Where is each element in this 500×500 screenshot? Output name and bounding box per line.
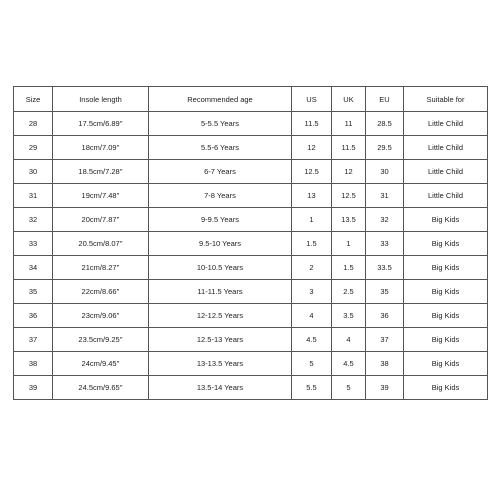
recommended-age-cell: 5.5-6 Years bbox=[149, 136, 292, 160]
insole-length-cell: 24cm/9.45'' bbox=[53, 352, 149, 376]
header-uk: UK bbox=[332, 87, 366, 112]
size-cell: 34 bbox=[14, 256, 53, 280]
recommended-age-cell: 13.5-14 Years bbox=[149, 376, 292, 400]
insole-length-cell: 24.5cm/9.65'' bbox=[53, 376, 149, 400]
eu-cell: 37 bbox=[366, 328, 404, 352]
insole-length-cell: 18.5cm/7.28'' bbox=[53, 160, 149, 184]
us-cell: 1 bbox=[292, 208, 332, 232]
size-cell: 37 bbox=[14, 328, 53, 352]
uk-cell: 3.5 bbox=[332, 304, 366, 328]
us-cell: 2 bbox=[292, 256, 332, 280]
recommended-age-cell: 12.5-13 Years bbox=[149, 328, 292, 352]
table-row bbox=[14, 184, 488, 208]
uk-cell: 1 bbox=[332, 232, 366, 256]
insole-length-cell: 21cm/8.27'' bbox=[53, 256, 149, 280]
table-row bbox=[14, 376, 488, 400]
table-row bbox=[14, 136, 488, 160]
eu-cell: 38 bbox=[366, 352, 404, 376]
suitable-for-cell: Big Kids bbox=[404, 328, 488, 352]
eu-cell: 33 bbox=[366, 232, 404, 256]
table-row bbox=[14, 112, 488, 136]
size-cell: 29 bbox=[14, 136, 53, 160]
size-cell: 33 bbox=[14, 232, 53, 256]
insole-length-cell: 23cm/9.06'' bbox=[53, 304, 149, 328]
header-eu: EU bbox=[366, 87, 404, 112]
uk-cell: 2.5 bbox=[332, 280, 366, 304]
recommended-age-cell: 11-11.5 Years bbox=[149, 280, 292, 304]
us-cell: 3 bbox=[292, 280, 332, 304]
recommended-age-cell: 13-13.5 Years bbox=[149, 352, 292, 376]
insole-length-cell: 22cm/8.66'' bbox=[53, 280, 149, 304]
uk-cell: 1.5 bbox=[332, 256, 366, 280]
recommended-age-cell: 9.5-10 Years bbox=[149, 232, 292, 256]
table-row bbox=[14, 160, 488, 184]
size-cell: 28 bbox=[14, 112, 53, 136]
size-cell: 36 bbox=[14, 304, 53, 328]
uk-cell: 12.5 bbox=[332, 184, 366, 208]
table-row bbox=[14, 208, 488, 232]
eu-cell: 35 bbox=[366, 280, 404, 304]
suitable-for-cell: Big Kids bbox=[404, 256, 488, 280]
us-cell: 4 bbox=[292, 304, 332, 328]
eu-cell: 31 bbox=[366, 184, 404, 208]
insole-length-cell: 18cm/7.09'' bbox=[53, 136, 149, 160]
size-cell: 32 bbox=[14, 208, 53, 232]
size-cell: 35 bbox=[14, 280, 53, 304]
uk-cell: 13.5 bbox=[332, 208, 366, 232]
table-row bbox=[14, 304, 488, 328]
suitable-for-cell: Big Kids bbox=[404, 280, 488, 304]
header-size: Size bbox=[14, 87, 53, 112]
header-insole-length: Insole length bbox=[53, 87, 149, 112]
us-cell: 5 bbox=[292, 352, 332, 376]
uk-cell: 4.5 bbox=[332, 352, 366, 376]
us-cell: 4.5 bbox=[292, 328, 332, 352]
eu-cell: 30 bbox=[366, 160, 404, 184]
eu-cell: 29.5 bbox=[366, 136, 404, 160]
recommended-age-cell: 5-5.5 Years bbox=[149, 112, 292, 136]
suitable-for-cell: Little Child bbox=[404, 112, 488, 136]
header-row bbox=[14, 87, 488, 112]
size-cell: 31 bbox=[14, 184, 53, 208]
header-suitable-for: Suitable for bbox=[404, 87, 488, 112]
table-row bbox=[14, 232, 488, 256]
table-row bbox=[14, 256, 488, 280]
insole-length-cell: 17.5cm/6.89'' bbox=[53, 112, 149, 136]
uk-cell: 5 bbox=[332, 376, 366, 400]
eu-cell: 36 bbox=[366, 304, 404, 328]
size-chart-table bbox=[13, 86, 488, 400]
suitable-for-cell: Big Kids bbox=[404, 208, 488, 232]
size-cell: 39 bbox=[14, 376, 53, 400]
us-cell: 11.5 bbox=[292, 112, 332, 136]
us-cell: 12.5 bbox=[292, 160, 332, 184]
eu-cell: 33.5 bbox=[366, 256, 404, 280]
eu-cell: 32 bbox=[366, 208, 404, 232]
uk-cell: 11.5 bbox=[332, 136, 366, 160]
suitable-for-cell: Big Kids bbox=[404, 376, 488, 400]
us-cell: 13 bbox=[292, 184, 332, 208]
suitable-for-cell: Little Child bbox=[404, 184, 488, 208]
eu-cell: 39 bbox=[366, 376, 404, 400]
recommended-age-cell: 10-10.5 Years bbox=[149, 256, 292, 280]
insole-length-cell: 20cm/7.87'' bbox=[53, 208, 149, 232]
suitable-for-cell: Big Kids bbox=[404, 352, 488, 376]
suitable-for-cell: Big Kids bbox=[404, 232, 488, 256]
header-us: US bbox=[292, 87, 332, 112]
recommended-age-cell: 9-9.5 Years bbox=[149, 208, 292, 232]
size-cell: 38 bbox=[14, 352, 53, 376]
recommended-age-cell: 6-7 Years bbox=[149, 160, 292, 184]
us-cell: 12 bbox=[292, 136, 332, 160]
insole-length-cell: 23.5cm/9.25'' bbox=[53, 328, 149, 352]
eu-cell: 28.5 bbox=[366, 112, 404, 136]
table-row bbox=[14, 280, 488, 304]
insole-length-cell: 19cm/7.48'' bbox=[53, 184, 149, 208]
us-cell: 5.5 bbox=[292, 376, 332, 400]
suitable-for-cell: Little Child bbox=[404, 136, 488, 160]
us-cell: 1.5 bbox=[292, 232, 332, 256]
size-cell: 30 bbox=[14, 160, 53, 184]
suitable-for-cell: Big Kids bbox=[404, 304, 488, 328]
recommended-age-cell: 7-8 Years bbox=[149, 184, 292, 208]
uk-cell: 4 bbox=[332, 328, 366, 352]
uk-cell: 12 bbox=[332, 160, 366, 184]
table-row bbox=[14, 352, 488, 376]
header-recommended-age: Recommended age bbox=[149, 87, 292, 112]
suitable-for-cell: Little Child bbox=[404, 160, 488, 184]
table-body bbox=[14, 112, 488, 400]
recommended-age-cell: 12-12.5 Years bbox=[149, 304, 292, 328]
uk-cell: 11 bbox=[332, 112, 366, 136]
table-row bbox=[14, 328, 488, 352]
insole-length-cell: 20.5cm/8.07'' bbox=[53, 232, 149, 256]
